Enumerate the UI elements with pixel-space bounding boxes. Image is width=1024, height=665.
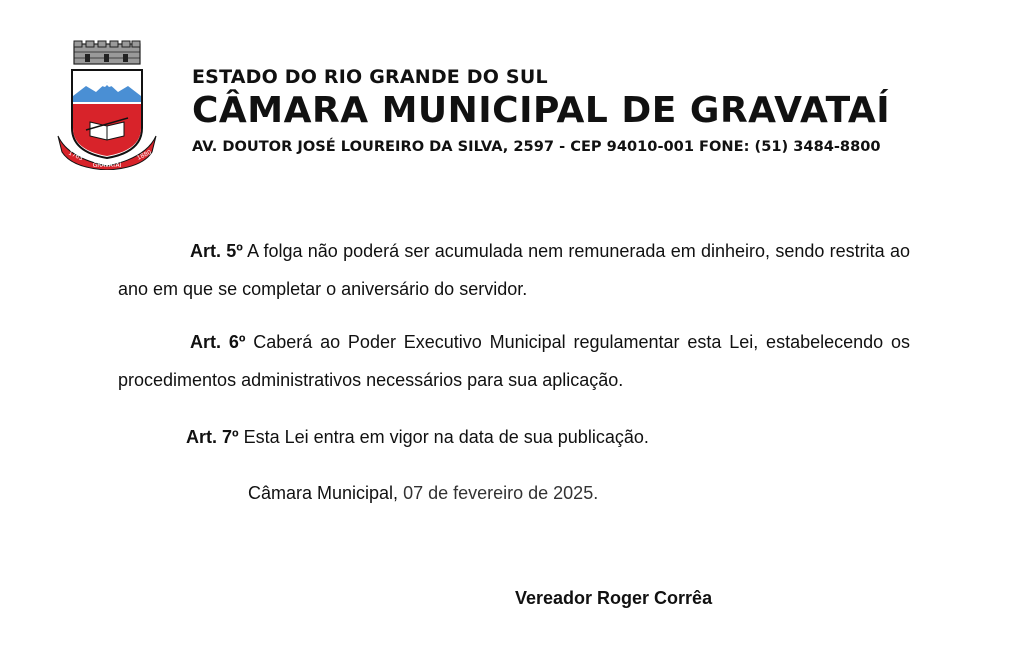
article-text: Esta Lei entra em vigor na data de sua publicação.	[238, 427, 649, 447]
mural-crown-icon	[74, 41, 140, 64]
closing-date: 07 de fevereiro de 2025.	[398, 483, 599, 503]
article-text: A folga não poderá ser acumulada nem remunerada em dinheiro, sendo restrita ao ano em que se completar o aniversário do servidor.	[118, 241, 910, 299]
ribbon-year-right: 1880	[135, 149, 153, 162]
chamber-address: AV. DOUTOR JOSÉ LOUREIRO DA SILVA, 2597 - CEP 94010-001 FONE: (51) 3484-8800	[192, 138, 881, 155]
article-label: Art. 6º	[190, 332, 246, 352]
article-label: Art. 5º	[190, 241, 243, 261]
article-6-paragraph	[118, 323, 910, 399]
closing-place: Câmara Municipal,	[248, 483, 399, 503]
ribbon-city-name: GRAVATAÍ	[92, 162, 122, 169]
shield-icon	[72, 70, 142, 158]
article-5-paragraph	[118, 232, 910, 308]
article-label: Art. 7º	[186, 427, 239, 447]
municipal-crest-logo	[52, 40, 162, 170]
letterhead	[192, 64, 972, 158]
ribbon-year-left: 1763	[67, 149, 84, 163]
article-text: Caberá ao Poder Executivo Municipal regulamentar esta Lei, estabelecendo os procedimentos administrativos necessários para sua aplicação.	[118, 332, 910, 390]
chamber-name: CÂMARA MUNICIPAL DE GRAVATAÍ	[192, 90, 891, 131]
article-7-paragraph	[118, 418, 910, 456]
signature-name: Vereador Roger Corrêa	[515, 588, 713, 608]
closing-date-line	[248, 478, 598, 508]
state-name: ESTADO DO RIO GRANDE DO SUL	[192, 66, 548, 88]
